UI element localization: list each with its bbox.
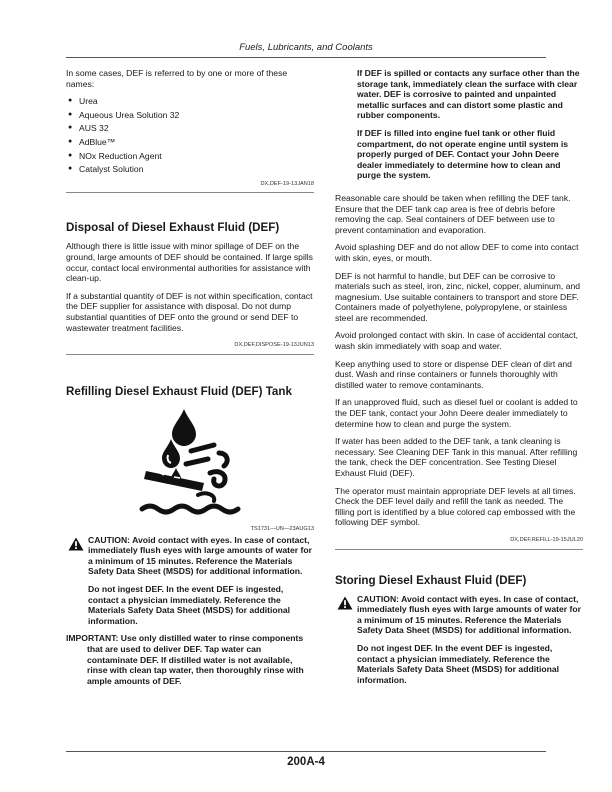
caution-text: Do not ingest DEF. In the event DEF is ingested, contact a physician immediately. Reference the Materials Safety Data Sheet (MSDS) for additional information.: [88, 584, 290, 626]
right-column: [335, 68, 583, 692]
disposal-heading: Disposal of Diesel Exhaust Fluid (DEF): [66, 221, 280, 235]
body-paragraph: If an unapproved fluid, such as diesel fuel or coolant is added to the DEF tank, contact your John Deere dealer immediately to determine how to clean and purge the system.: [335, 397, 578, 429]
body-paragraph: DEF is not harmful to handle, but DEF can be corrosive to materials such as steel, iron, zinc, nickel, copper, aluminum, and magnesium. Use suitable containers to transport and store DEF. Containers made of polyethylene, polypropylene, or stainless steel are recommended.: [335, 270, 581, 323]
page-number: 200A-4: [287, 756, 325, 768]
list-item: ● Aqueous Urea Solution 32: [66, 110, 314, 121]
caution-text: CAUTION: Avoid contact with eyes. In case of contact, immediately flush eyes with large amounts of water for a minimum of 15 minutes. Reference the Materials Safety Data Sheet (MSDS) for additional information.: [357, 593, 581, 636]
figure-reference-code: TS1731—UN—23AUG13: [250, 525, 314, 532]
running-header: Fuels, Lubricants, and Coolants: [239, 42, 373, 53]
list-item: ● Urea: [66, 96, 314, 107]
list-item: ● NOx Reduction Agent: [66, 151, 314, 162]
body-paragraph: Avoid prolonged contact with skin. In case of accidental contact, wash skin immediately with soap and water.: [335, 330, 578, 352]
disposal-paragraph: If a substantial quantity of DEF is not within specification, contact the DEF supplier for assistance with disposal. Do not dump substantial quantities of DEF onto the ground or send DEF to wastewater treatment facilities.: [66, 290, 313, 333]
section-reference-code: DX,DEF-19-13JAN18: [260, 180, 314, 187]
section-reference-code: DX,DEF,REFILL-19-15JUL20: [510, 536, 583, 543]
warning-triangle-icon: [68, 537, 84, 551]
body-paragraph: Reasonable care should be taken when refilling the DEF tank. Ensure that the DEF tank cap area is free of debris before removing the cap. Seal containers of DEF between use to prevent contamination and evaporation.: [335, 192, 571, 235]
body-paragraph: Avoid splashing DEF and do not allow DEF to come into contact with skin, eyes, or mouth.: [335, 242, 579, 263]
body-paragraph: The operator must maintain appropriate DEF levels at all times. Check the DEF level daily and refill the tank as needed. The filling port is identified by a blue colored cap embossed with the following DEF symbol.: [335, 485, 576, 528]
section-rule: [66, 354, 314, 355]
corrosive-drops-icon: [138, 409, 248, 521]
header-rule: [66, 57, 546, 58]
def-names-list: [66, 96, 314, 175]
important-note: IMPORTANT: Use only distilled water to rinse components that are used to deliver DEF. Tap water can contaminate DEF. If distilled water is not available, rinse with clean tap water, then thoroughly rinse with ample amounts of DEF.: [66, 633, 304, 686]
caution-block: [66, 535, 314, 627]
body-paragraph: If water has been added to the DEF tank, a tank cleaning is necessary. See Cleaning DEF Tank in this manual. After refilling the tank, check the DEF concentration. See Testing Diesel Exhaust Fluid (DEF).: [335, 436, 578, 478]
caution-block: [335, 594, 583, 686]
section-reference-code: DX,DEF,DISPOSE-19-13JUN13: [234, 342, 314, 349]
section-rule: [335, 549, 583, 550]
section-rule: [66, 192, 314, 193]
def-corrosive-figure: [66, 405, 314, 535]
list-item: ● Catalyst Solution: [66, 164, 314, 175]
caution-text: CAUTION: Avoid contact with eyes. In case of contact, immediately flush eyes with large amounts of water for a minimum of 15 minutes. Reference the Materials Safety Data Sheet (MSDS) for additional information.: [88, 534, 312, 577]
disposal-paragraph: Although there is little issue with minor spillage of DEF on the ground, large amounts of DEF should be contained. If large spills occur, contact local environmental authorities for assistance with clean-up.: [66, 241, 313, 284]
storing-heading: Storing Diesel Exhaust Fluid (DEF): [335, 573, 527, 587]
caution-text: Do not ingest DEF. In the event DEF is ingested, contact a physician immediately. Reference the Materials Safety Data Sheet (MSDS) for additional information.: [357, 642, 559, 685]
refill-heading: Refilling Diesel Exhaust Fluid (DEF) Tank: [66, 384, 292, 398]
list-item: ● AdBlue™: [66, 137, 314, 148]
list-item: ● AUS 32: [66, 123, 314, 134]
body-paragraph: Keep anything used to store or dispense DEF clean of dirt and dust. Wash and rinse containers or funnels thoroughly with distilled water to remove contaminants.: [335, 358, 572, 390]
warning-triangle-icon: [337, 596, 353, 610]
def-names-intro: In some cases, DEF is referred to by one or more of these names:: [66, 68, 288, 89]
warning-paragraph: If DEF is filled into engine fuel tank or other fluid compartment, do not operate engine until system is properly purged of DEF. Contact your John Deere dealer immediately to determine how to clean and purge the system.: [357, 127, 569, 181]
left-column: [66, 68, 314, 693]
footer-rule: [66, 751, 546, 752]
warning-paragraph: If DEF is spilled or contacts any surface other than the storage tank, immediately clean the surface with clear water. DEF is corrosive to painted and unpainted metallic surfaces and can distort some plastic and rubber components.: [357, 68, 580, 121]
